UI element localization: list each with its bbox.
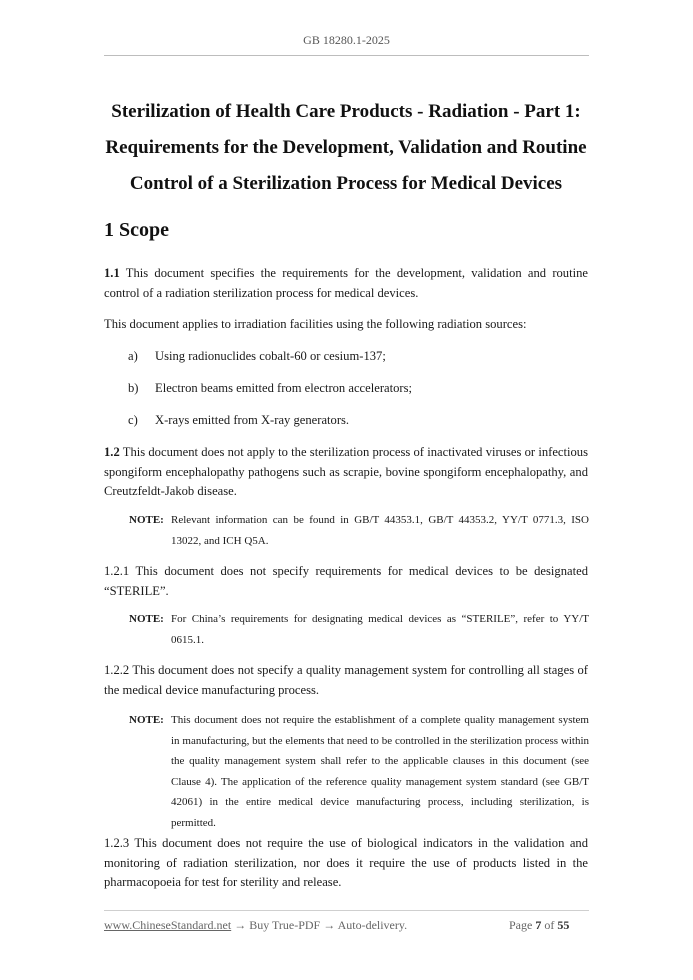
section-heading: 1 Scope xyxy=(104,219,169,241)
clause-1-2-3: 1.2.3 This document does not require the use of biological indicators in the validation and monitoring of radiation sterilization, nor does it require the use of products listed in the pharmacopoeia for test for sterility and release. xyxy=(104,836,588,889)
page-of-label: of xyxy=(541,918,558,932)
clause-number: 1.2 xyxy=(104,445,120,459)
clause-1-2-1: 1.2.1 This document does not specify requirements for medical devices to be designated “STERILE”. xyxy=(104,564,588,598)
list-marker: c) xyxy=(128,413,138,427)
website-link[interactable]: www.ChineseStandard.net xyxy=(104,918,232,932)
list-item xyxy=(128,411,349,431)
note-label: NOTE: xyxy=(129,714,164,726)
list-marker: b) xyxy=(128,381,139,395)
note-text: For China’s requirements for designating medical devices as “STERILE”, refer to YY/T 0615.1. xyxy=(171,613,589,646)
note-label: NOTE: xyxy=(129,514,164,526)
footer-promo-text: → Buy True-PDF → Auto-delivery. xyxy=(231,918,408,932)
list-text: Electron beams emitted from electron accelerators; xyxy=(155,381,412,395)
note-2 xyxy=(129,609,589,650)
title-line-2: Requirements for the Development, Validation and Routine xyxy=(105,137,587,158)
footer-divider xyxy=(104,910,589,911)
document-title xyxy=(96,94,596,202)
clause-1-1 xyxy=(104,264,588,303)
page-current: 7 xyxy=(535,918,542,932)
page-label: Page xyxy=(509,918,536,932)
document-code-header: GB 18280.1-2025 xyxy=(303,33,390,47)
list-text: Using radionuclides cobalt-60 or cesium-137; xyxy=(155,349,386,363)
list-text: X-rays emitted from X-ray generators. xyxy=(155,413,350,427)
note-text: Relevant information can be found in GB/T 44353.1, GB/T 44353.2, YY/T 0771.3, ISO 13022, and ICH Q5A. xyxy=(171,514,589,547)
applies-paragraph: This document applies to irradiation facilities using the following radiation sources: xyxy=(104,317,527,331)
clause-text: This document does not apply to the sterilization process of inactivated viruses or infectious spongiform encephalopathy pathogens such as scrapie, bovine spongiform encephalopathy, and Creutzfeldt-Jakob disease. xyxy=(104,445,588,498)
list-marker: a) xyxy=(128,349,138,363)
note-3 xyxy=(129,710,589,833)
clause-1-2 xyxy=(104,443,588,502)
note-label: NOTE: xyxy=(129,613,164,625)
note-1 xyxy=(129,510,589,551)
clause-text: This document specifies the requirements for the development, validation and routine control of a radiation sterilization process for medical devices. xyxy=(104,266,588,300)
page-total: 55 xyxy=(557,918,570,932)
clause-1-2-2: 1.2.2 This document does not specify a quality management system for controlling all stages of the medical device manufacturing process. xyxy=(104,663,588,697)
title-line-1: Sterilization of Health Care Products - Radiation - Part 1: xyxy=(111,101,581,122)
list-item xyxy=(128,347,386,367)
title-line-3: Control of a Sterilization Process for Medical Devices xyxy=(129,173,563,194)
footer-promo xyxy=(104,918,407,933)
page-number xyxy=(509,918,569,933)
list-item xyxy=(128,379,412,399)
note-text: This document does not require the establishment of a complete quality management system in manufacturing, but the elements that need to be controlled in the sterilization process within the quality management system shall refer to the applicable clauses in this document (see Clause 4). The application of the reference quality management system standard (see GB/T 42061) in the entire medical device manufacturing process, including sterilization, is permitted. xyxy=(171,714,589,829)
clause-number: 1.1 xyxy=(104,266,120,280)
header-divider xyxy=(104,55,589,56)
